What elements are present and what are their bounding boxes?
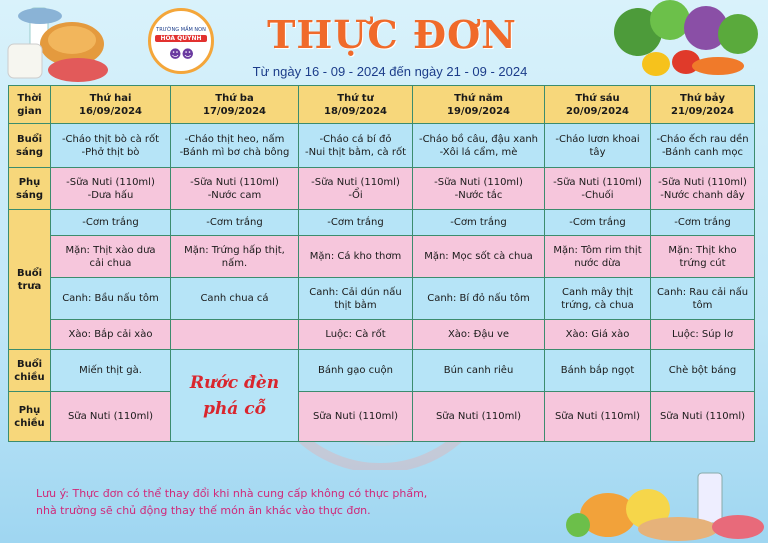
menu-cell: -Cơm trắng xyxy=(171,210,299,236)
menu-table xyxy=(8,85,755,442)
menu-cell: -Cháo bồ câu, đậu xanh -Xôi lá cẩm, mè xyxy=(413,124,545,168)
menu-cell: Mặn: Cá kho thơm xyxy=(299,236,413,278)
row-phu-chieu xyxy=(9,392,755,442)
menu-cell: Chè bột báng xyxy=(651,350,755,392)
day-header: Thứ bảy 21/09/2024 xyxy=(651,86,755,124)
menu-cell: Mặn: Mọc sốt cà chua xyxy=(413,236,545,278)
menu-cell: -Cơm trắng xyxy=(413,210,545,236)
food-illustration-left xyxy=(0,0,120,82)
row-label: Buổi trưa xyxy=(9,210,51,350)
menu-cell: Sữa Nuti (110ml) xyxy=(545,392,651,442)
menu-cell: -Cơm trắng xyxy=(545,210,651,236)
row-buoi-trua-man xyxy=(9,236,755,278)
date-range: Từ ngày 16 - 09 - 2024 đến ngày 21 - 09 - 2024 xyxy=(252,64,528,79)
menu-cell: Xào: Đậu ve xyxy=(413,320,545,350)
menu-cell: -Cơm trắng xyxy=(651,210,755,236)
row-label: Phụ sáng xyxy=(9,168,51,210)
menu-cell: -Sữa Nuti (110ml) -Nước chanh dây xyxy=(651,168,755,210)
menu-cell: Sữa Nuti (110ml) xyxy=(51,392,171,442)
menu-cell: Mặn: Trứng hấp thịt, nấm. xyxy=(171,236,299,278)
menu-cell: -Cháo ếch rau dền -Bánh canh mọc xyxy=(651,124,755,168)
menu-cell: -Sữa Nuti (110ml) -Nước cam xyxy=(171,168,299,210)
day-header: Thứ năm 19/09/2024 xyxy=(413,86,545,124)
menu-cell: Xào: Bắp cải xào xyxy=(51,320,171,350)
row-buoi-trua-xao xyxy=(9,320,755,350)
menu-cell: Sữa Nuti (110ml) xyxy=(413,392,545,442)
row-buoi-chieu xyxy=(9,350,755,392)
school-logo: TRƯỜNG MẦM NON HOA QUỲNH ☻☻ xyxy=(148,8,214,74)
menu-cell: Canh: Cải dún nấu thịt bằm xyxy=(299,278,413,320)
row-label: Phụ chiều xyxy=(9,392,51,442)
menu-cell: -Sữa Nuti (110ml) -Ổi xyxy=(299,168,413,210)
day-header: Thứ ba 17/09/2024 xyxy=(171,86,299,124)
menu-cell: -Cơm trắng xyxy=(51,210,171,236)
menu-cell: Bánh bắp ngọt xyxy=(545,350,651,392)
festival-cell xyxy=(171,350,299,442)
row-buoi-trua-com xyxy=(9,210,755,236)
vegetables-illustration-right xyxy=(598,0,768,82)
corner-cell: Thời gian xyxy=(9,86,51,124)
menu-cell: Bún canh riêu xyxy=(413,350,545,392)
festival-text: Rước đèn phá cỗ xyxy=(189,372,280,419)
menu-cell: -Sữa Nuti (110ml) -Chuối xyxy=(545,168,651,210)
row-buoi-sang xyxy=(9,124,755,168)
menu-cell: -Cháo cá bí đỏ -Nui thịt bằm, cà rốt xyxy=(299,124,413,168)
row-label: Buổi chiều xyxy=(9,350,51,392)
menu-cell: Canh: Bí đỏ nấu tôm xyxy=(413,278,545,320)
menu-cell: Luộc: Súp lơ xyxy=(651,320,755,350)
menu-cell: Luộc: Cà rốt xyxy=(299,320,413,350)
menu-cell: Canh: Rau cải nấu tôm xyxy=(651,278,755,320)
menu-cell: Sữa Nuti (110ml) xyxy=(651,392,755,442)
menu-cell: Mặn: Thịt kho trứng cút xyxy=(651,236,755,278)
food-illustration-bottom-right xyxy=(548,463,768,543)
menu-cell: -Sữa Nuti (110ml) -Dưa hấu xyxy=(51,168,171,210)
page-title: THỰC ĐƠN xyxy=(267,12,517,57)
note-text: Lưu ý: Thực đơn có thể thay đổi khi nhà cung cấp không có thực phẩm, nhà trường sẽ chủ động thay thế món ăn khác vào thực đơn. xyxy=(36,487,428,517)
menu-cell: Xào: Giá xào xyxy=(545,320,651,350)
row-label: Buổi sáng xyxy=(9,124,51,168)
header-row xyxy=(9,86,755,124)
row-buoi-trua-canh xyxy=(9,278,755,320)
menu-cell: Miến thịt gà. xyxy=(51,350,171,392)
menu-cell: -Cháo lươn khoai tây xyxy=(545,124,651,168)
menu-cell: -Sữa Nuti (110ml) -Nước tắc xyxy=(413,168,545,210)
menu-cell: Canh: Bầu nấu tôm xyxy=(51,278,171,320)
menu-cell: Sữa Nuti (110ml) xyxy=(299,392,413,442)
menu-cell: -Cơm trắng xyxy=(299,210,413,236)
menu-cell xyxy=(171,320,299,350)
menu-cell: -Cháo thịt heo, nấm -Bánh mì bơ chà bông xyxy=(171,124,299,168)
menu-cell: Mặn: Tôm rim thịt nước dừa xyxy=(545,236,651,278)
day-header: Thứ tư 18/09/2024 xyxy=(299,86,413,124)
menu-cell: Canh mây thịt trứng, cà chua xyxy=(545,278,651,320)
menu-cell: Bánh gạo cuộn xyxy=(299,350,413,392)
row-phu-sang xyxy=(9,168,755,210)
day-header: Thứ hai 16/09/2024 xyxy=(51,86,171,124)
menu-cell: Mặn: Thịt xào dưa cải chua xyxy=(51,236,171,278)
day-header: Thứ sáu 20/09/2024 xyxy=(545,86,651,124)
menu-cell: Canh chua cá xyxy=(171,278,299,320)
menu-cell: -Cháo thịt bò cà rốt -Phở thịt bò xyxy=(51,124,171,168)
children-icon: ☻☻ xyxy=(169,47,195,61)
